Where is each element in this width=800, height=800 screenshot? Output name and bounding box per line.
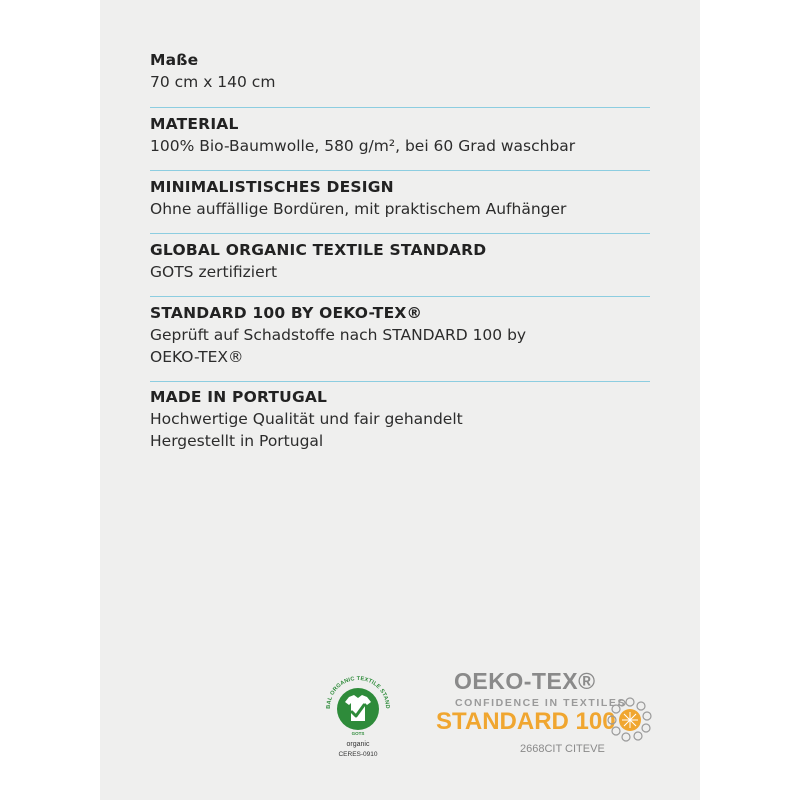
- spec-title: MATERIAL: [150, 115, 239, 133]
- gots-ring-text: BAL ORGANIC TEXTILE STAND: [325, 675, 391, 709]
- spec-title: GLOBAL ORGANIC TEXTILE STANDARD: [150, 241, 487, 259]
- oeko-flower-icon: [606, 696, 654, 744]
- gots-logo: [318, 668, 398, 762]
- spec-value: GOTS zertifiziert: [150, 263, 278, 281]
- spec-material: [150, 113, 650, 157]
- spec-value: Ohne auffällige Bordüren, mit praktischem Aufhänger: [150, 200, 567, 218]
- oeko-tex-logo: [430, 668, 660, 768]
- oeko-standard: STANDARD 100: [436, 708, 616, 735]
- gots-cert: CERES-0910: [338, 751, 378, 758]
- spec-gots: [150, 239, 650, 283]
- divider: [150, 296, 650, 297]
- spec-value: 70 cm x 140 cm: [150, 73, 276, 91]
- spec-title: MADE IN PORTUGAL: [150, 388, 328, 406]
- spec-made-in: [150, 386, 650, 452]
- spec-value: Hergestellt in Portugal: [150, 432, 324, 450]
- oeko-tagline: CONFIDENCE IN TEXTILES: [455, 697, 627, 709]
- gots-emblem-icon: [318, 668, 398, 762]
- spec-value: OEKO-TEX®: [150, 348, 244, 366]
- divider: [150, 170, 650, 171]
- oeko-brand: OEKO-TEX®: [454, 668, 596, 694]
- divider: [150, 233, 650, 234]
- spec-title: MINIMALISTISCHES DESIGN: [150, 178, 394, 196]
- oeko-code: 2668CIT CITEVE: [520, 743, 605, 755]
- spec-value: Geprüft auf Schadstoffe nach STANDARD 100 by: [150, 326, 527, 344]
- divider: [150, 107, 650, 108]
- gots-label: organic: [346, 741, 370, 748]
- divider: [150, 381, 650, 382]
- spec-design: [150, 176, 650, 220]
- spec-value: 100% Bio-Baumwolle, 580 g/m², bei 60 Grad waschbar: [150, 137, 576, 155]
- spec-title: Maße: [150, 51, 199, 69]
- spec-masse: [150, 49, 650, 93]
- gots-badge-text: GOTS: [351, 731, 365, 736]
- spec-title: STANDARD 100 BY OEKO-TEX®: [150, 304, 423, 322]
- spec-value: Hochwertige Qualität und fair gehandelt: [150, 410, 463, 428]
- spec-oeko-tex: [150, 302, 650, 368]
